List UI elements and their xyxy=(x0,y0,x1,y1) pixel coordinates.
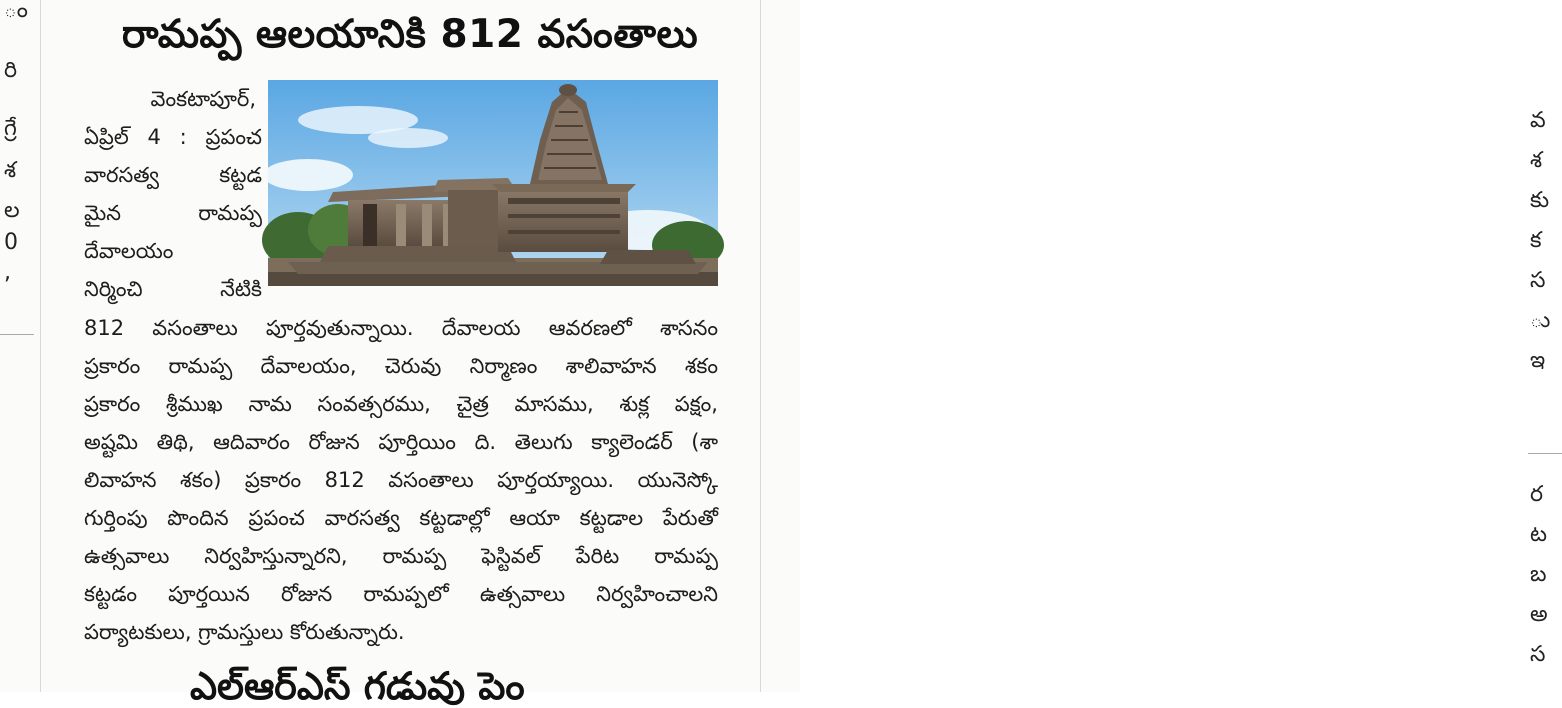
headline: రామప్ప ఆలయానికి 812 వసంతాలు xyxy=(121,12,699,57)
right-fragment-text: శ xyxy=(1530,148,1543,173)
left-fragment-text: గ్రే xyxy=(4,116,17,141)
lead-line: వారసత్వ కట్టడ xyxy=(84,163,262,187)
right-column-fragment xyxy=(762,0,1551,692)
left-fragment-text: ల xyxy=(4,198,20,223)
lead-line: మైన రామప్ప xyxy=(84,201,262,225)
lead-paragraph xyxy=(84,80,262,308)
lead-line: ఏప్రిల్ 4 : ప్రపంచ xyxy=(84,125,262,149)
right-fragment-text: వ xyxy=(1530,108,1546,133)
right-fragment-text: కు xyxy=(1530,188,1550,213)
left-column-fragment xyxy=(0,0,40,692)
body-line: అష్టమి తిథి, ఆదివారం రోజున పూర్తియిం ది. తెలుగు క్యాలెండర్ (శా xyxy=(84,430,718,454)
body-line: పర్యాటకులు, గ్రామస్తులు కోరుతున్నారు. xyxy=(84,620,405,644)
body-line: ప్రకారం రామప్ప దేవాలయం, చెరువు నిర్మాణం శాలివాహన శకం xyxy=(84,354,718,378)
body-line: కట్టడం పూర్తయిన రోజున రామప్పలో ఉత్సవాలు నిర్వహించాలని xyxy=(84,582,718,606)
right-fragment-text: బ xyxy=(1530,562,1547,587)
left-fragment-text: శ xyxy=(4,158,17,183)
right-fragment-text: స xyxy=(1530,642,1546,667)
right-fragment-text: ఇ xyxy=(1530,348,1546,373)
column-rule xyxy=(40,0,41,692)
column-rule xyxy=(760,0,761,692)
body-line: లివాహన శకం) ప్రకారం 812 వసంతాలు పూర్తయ్యాయి. యునెస్కో xyxy=(84,468,718,492)
right-fragment-text: ర xyxy=(1530,482,1544,507)
left-fragment-text: 0 xyxy=(4,230,18,255)
body-line: ఉత్సవాలు నిర్వహిస్తున్నారని, రామప్ప ఫెస్టివల్ పేరిట రామప్ప xyxy=(84,544,718,568)
left-fragment-text: ం xyxy=(4,0,28,23)
right-fragment-text: క xyxy=(1530,228,1542,253)
body-line: గుర్తింపు పొందిన ప్రపంచ వారసత్వ కట్టడాల్లో ఆయా కట్టడాల పేరుతో xyxy=(84,506,718,530)
body-line: 812 వసంతాలు పూర్తవుతున్నాయి. దేవాలయ ఆవరణలో శాసనం xyxy=(84,316,718,340)
left-fragment-text: రి xyxy=(4,58,18,83)
body-line: ప్రకారం శ్రీముఖ నామ సంవత్సరము, చైత్ర మాసము, శుక్ల పక్షం, xyxy=(84,392,718,416)
right-fragment-text: స xyxy=(1530,268,1546,293)
lead-line: నిర్మించి నేటికి xyxy=(84,277,262,301)
left-divider xyxy=(0,334,34,335)
right-fragment-text: ట xyxy=(1530,522,1547,547)
right-divider xyxy=(1528,453,1562,454)
next-article-headline: ఎల్‌ఆర్‌ఎస్ గడువు పెం xyxy=(190,664,525,708)
temple-illustration xyxy=(268,80,718,286)
dateline-place: వెంకటాపూర్, xyxy=(150,87,256,111)
temple-photo xyxy=(268,80,718,286)
lead-line: దేవాలయం xyxy=(84,239,174,263)
right-fragment-text: అ xyxy=(1530,602,1548,627)
left-fragment-text: , xyxy=(4,260,11,285)
article-body xyxy=(84,309,718,651)
right-fragment-text: ు xyxy=(1530,308,1551,333)
